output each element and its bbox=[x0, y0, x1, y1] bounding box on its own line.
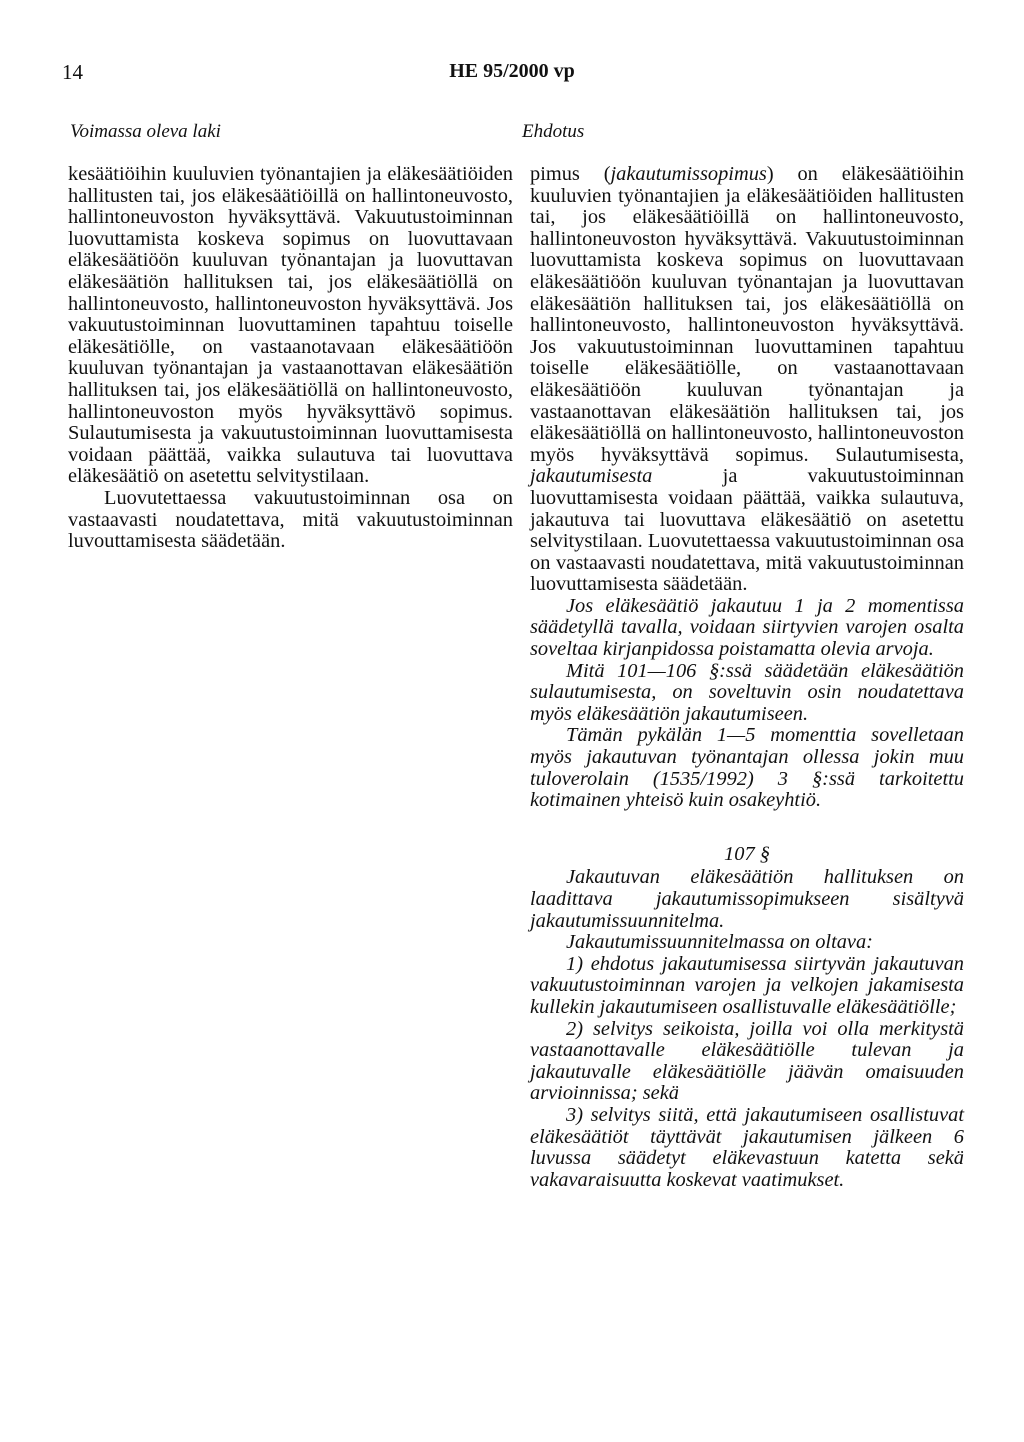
right-paragraph-3: Mitä 101—106 §:ssä säädetään eläkesäätiön sulautumisesta, on soveltuvin osin noudatettava myös eläkesäätiön jakautumiseen. bbox=[530, 659, 964, 725]
term-jakautumissopimus: jakautumissopimus bbox=[610, 163, 767, 185]
left-paragraph-1: kesäätiöihin kuuluvien työnantajien ja eläkesäätiöiden hallitusten tai, jos eläkesäätiöillä on hallintoneuvosto, hallintoneuvoston hyväksyttävä. Vakuutustoiminnan luovuttamista koskeva sopimus on luovuttavaan eläkesäätiöön kuuluvan työnantajan ja luovuttavan eläkesäätiön hallituksen tai, jos eläkesäätiöllä on hallintoneuvosto, hallintoneuvoston hyväksyttävä. Jos vakuutustoiminnan luovuttaminen tapahtuu toiselle eläkesätiölle, on vastaanotavaan eläkesäätiöön kuuluvan työnantajan ja vastaanottavan eläkesäätiön hallituksen tai, jos eläkesäätiöllä on hallintoneuvosto, hallintoneuvoston myös hyväksyttävö sopimus. Sulautumisesta ja vakuutustoiminnan luovuttamisesta voidaan päättää, vaikka sulautuva tai luovuttava eläkesäätiö on asetettu selvitystilaan. bbox=[68, 163, 513, 488]
list-item-2: 2) selvitys seikoista, joilla voi olla merkitystä vastaanottavalle eläkesäätiölle tulevan ja jakautuvalle eläkesäätiölle jäävän omaisuuden arvioinnissa; sekä bbox=[530, 1017, 964, 1105]
document-id: HE 95/2000 vp bbox=[449, 60, 575, 82]
right-paragraph-4: Tämän pykälän 1—5 momenttia sovelletaan myös jakautuvan työnantajan ollessa jokin muu tuloverolain (1535/1992) 3 §:ssä tarkoitettu kotimainen yhteisö kuin osakeyhtiö. bbox=[530, 724, 964, 812]
current-law-column bbox=[68, 164, 513, 553]
text-run: pimus ( bbox=[530, 163, 611, 185]
right-paragraph-2: Jos eläkesäätiö jakautuu 1 ja 2 momentissa säädetyllä tavalla, voidaan siirtyvien varojen osalta soveltaa kirjanpidossa poistamatta olevia arvoja. bbox=[530, 594, 964, 661]
left-paragraph-2: Luovutettaessa vakuutustoiminnan osa on vastaavasti noudatettava, mitä vakuutustoiminnan luvouttamisesta säädetään. bbox=[68, 486, 513, 553]
text-run: ja vakuutustoiminnan luovuttamisesta voidaan päättää, vaikka sulautuva, jakautuva tai luovuttava eläkesäätiö on asetettu selvitystilaan. Luovutettaessa vakuutustoiminnan osa on vastaavasti noudatettava, mitä vakuutustoiminnan luovuttamisesta säädetään. bbox=[530, 465, 964, 596]
page-number: 14 bbox=[62, 60, 83, 84]
right-paragraph-6: Jakautumissuunnitelmassa on oltava: bbox=[566, 931, 873, 954]
proposal-column bbox=[530, 164, 964, 1191]
term-jakautumisesta: jakautumisesta bbox=[530, 465, 653, 488]
right-column-title: Ehdotus bbox=[522, 121, 585, 142]
left-column-title: Voimassa oleva laki bbox=[70, 121, 221, 142]
list-item-1: 1) ehdotus jakautumisessa siirtyvän jakautuvan vakuutustoiminnan varojen ja velkojen jakamisesta kullekin jakautumiseen osallistuvalle eläkesäätiölle; bbox=[530, 952, 964, 1018]
right-paragraph-5: Jakautuvan eläkesäätiön hallituksen on laadittava jakautumissopimukseen sisältyvä jakautumissuunnitelma. bbox=[530, 866, 964, 932]
right-paragraph-1 bbox=[530, 164, 964, 596]
section-heading: 107 § bbox=[724, 842, 770, 865]
text-run: ) on eläkesäätiöihin kuuluvien työnantajien ja eläkesäätiöiden hallitusten tai, jos eläkesäätiöillä on hallintoneuvosto, hallintoneuvoston hyväksyttävä. Vakuutustoiminnan luovuttamista koskeva sopimus on luovuttavaan eläkesäätiöön kuuluvan työnantajan ja luovuttavan eläkesäätiön hallituksen tai, jos eläkesäätiöllä on hallintoneuvosto, hallintoneuvoston hyväksyttävä. Jos vakuutustoiminnan luovuttaminen tapahtuu toiselle eläkesäätiölle, on vastaanottavaan eläkesäätiöön kuuluvan työnantajan ja vastaanottavan eläkesäätiön hallituksen tai, jos eläkesäätiöllä on hallintoneuvosto, hallintoneuvoston myös hyväksyttävä sopimus. Sulautumisesta, bbox=[530, 163, 964, 466]
list-item-3: 3) selvitys siitä, että jakautumiseen osallistuvat eläkesäätiöt täyttävät jakautumisen jälkeen 6 luvussa säädetyt eläkevastuun katetta sekä vakavaraisuutta koskevat vaatimukset. bbox=[530, 1103, 964, 1191]
